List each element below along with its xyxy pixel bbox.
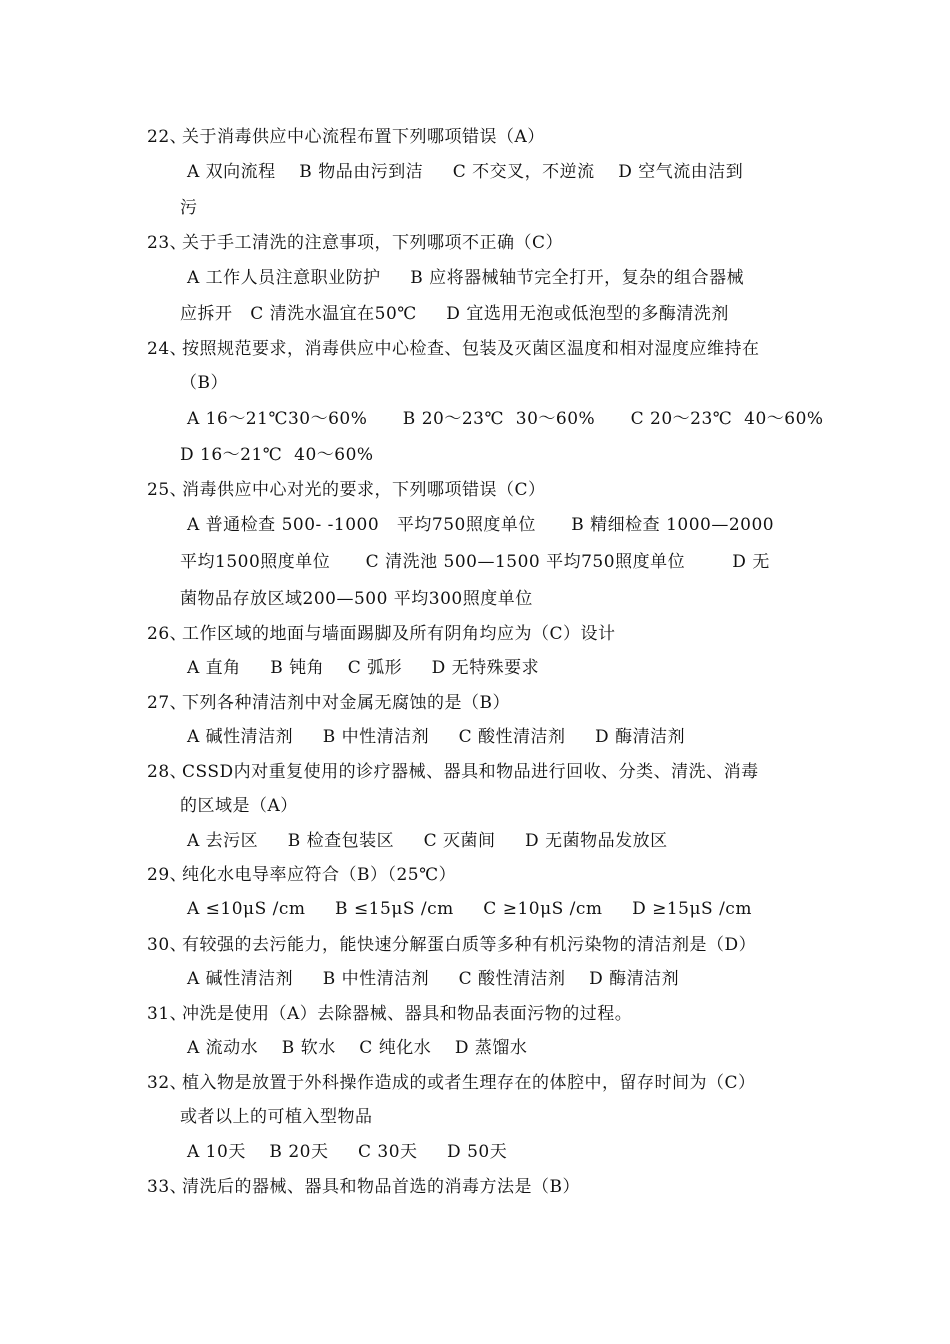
question-26-number: 26、 <box>147 624 188 644</box>
question-32-stem: 植入物是放置于外科操作造成的或者生理存在的体腔中，留存时间为（C） <box>182 1073 756 1093</box>
question-22-number: 22、 <box>147 127 188 147</box>
question-25-options-cont: 平均1500照度单位 C 清洗池 500—1500 平均750照度单位 D 无 <box>180 552 770 572</box>
question-23-options: A 工作人员注意职业防护 B 应将器械轴节完全打开，复杂的组合器械 <box>187 268 745 288</box>
question-28-stem: CSSD内对重复使用的诊疗器械、器具和物品进行回收、分类、清洗、消毒 <box>182 762 759 782</box>
question-30-stem: 有较强的去污能力，能快速分解蛋白质等多种有机污染物的清洁剂是（D） <box>182 935 757 955</box>
question-24-options-cont: D 16～21℃ 40～60% <box>180 445 374 465</box>
question-24-stem: 按照规范要求，消毒供应中心检查、包装及灭菌区温度和相对湿度应维持在 <box>182 339 760 359</box>
question-22-options-cont: 污 <box>180 198 198 218</box>
question-27-stem: 下列各种清洁剂中对金属无腐蚀的是（B） <box>182 693 510 713</box>
question-22-options: A 双向流程 B 物品由污到洁 C 不交叉，不逆流 D 空气流由洁到 <box>187 162 744 182</box>
question-22-stem: 关于消毒供应中心流程布置下列哪项错误（A） <box>182 127 545 147</box>
question-27-number: 27、 <box>147 693 188 713</box>
question-24-number: 24、 <box>147 339 188 359</box>
question-23-options-cont: 应拆开 C 清洗水温宜在50℃ D 宜选用无泡或低泡型的多酶清洗剂 <box>180 304 729 324</box>
question-29-number: 29、 <box>147 865 188 885</box>
question-30-number: 30、 <box>147 935 188 955</box>
question-27-options: A 碱性清洁剂 B 中性清洁剂 C 酸性清洁剂 D 酶清洁剂 <box>187 727 686 747</box>
question-24-options: A 16～21℃30～60% B 20～23℃ 30～60% C 20～23℃ 40～60% <box>187 409 824 429</box>
question-30-options: A 碱性清洁剂 B 中性清洁剂 C 酸性清洁剂 D 酶清洁剂 <box>187 969 680 989</box>
question-28-options: A 去污区 B 检查包装区 C 灭菌间 D 无菌物品发放区 <box>187 831 668 851</box>
question-25-options-cont-2: 菌物品存放区域200—500 平均300照度单位 <box>180 589 533 609</box>
question-25-stem: 消毒供应中心对光的要求，下列哪项错误（C） <box>182 480 546 500</box>
question-33-stem: 清洗后的器械、器具和物品首选的消毒方法是（B） <box>182 1177 580 1197</box>
question-28-number: 28、 <box>147 762 188 782</box>
question-29-stem: 纯化水电导率应符合（B）（25℃） <box>182 865 457 885</box>
question-32-options: A 10天 B 20天 C 30天 D 50天 <box>187 1142 508 1162</box>
question-31-number: 31、 <box>147 1004 188 1024</box>
question-26-stem: 工作区域的地面与墙面踢脚及所有阴角均应为（C）设计 <box>182 624 616 644</box>
question-29-options: A ≤10μS /cm B ≤15μS /cm C ≥10μS /cm D ≥15μS /cm <box>187 899 752 919</box>
question-23-number: 23、 <box>147 233 188 253</box>
question-26-options: A 直角 B 钝角 C 弧形 D 无特殊要求 <box>187 658 540 678</box>
question-32-number: 32、 <box>147 1073 188 1093</box>
question-25-number: 25、 <box>147 480 188 500</box>
question-32-stem-cont: 或者以上的可植入型物品 <box>180 1107 373 1127</box>
question-23-stem: 关于手工清洗的注意事项，下列哪项不正确（C） <box>182 233 564 253</box>
question-31-options: A 流动水 B 软水 C 纯化水 D 蒸馏水 <box>187 1038 528 1058</box>
question-25-options: A 普通检查 500- -1000 平均750照度单位 B 精细检查 1000—2000 <box>187 515 775 535</box>
question-31-stem: 冲洗是使用（A）去除器械、器具和物品表面污物的过程。 <box>182 1004 633 1024</box>
question-24-stem-cont: （B） <box>180 373 228 393</box>
question-33-number: 33、 <box>147 1177 188 1197</box>
question-28-stem-cont: 的区域是（A） <box>180 796 298 816</box>
